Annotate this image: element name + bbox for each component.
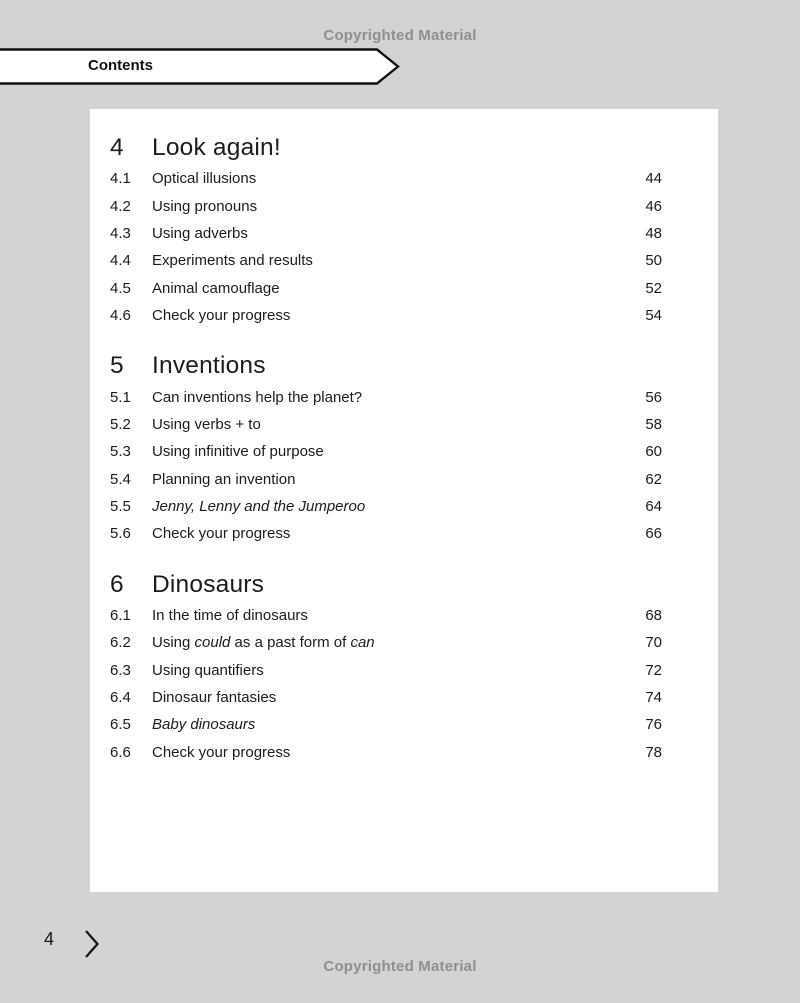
unit-title bbox=[152, 225, 645, 242]
toc-row bbox=[110, 220, 662, 247]
unit-title-segment: Check your progress bbox=[152, 743, 291, 761]
copyright-watermark-bottom: Copyrighted Material bbox=[323, 958, 477, 975]
toc-row bbox=[110, 275, 662, 302]
toc-row bbox=[110, 629, 662, 656]
toc-row bbox=[110, 466, 662, 493]
toc-row bbox=[110, 383, 662, 410]
unit-page-number: 62 bbox=[645, 470, 662, 488]
unit-title-segment: as a past form of bbox=[230, 634, 351, 652]
unit-title-segment: Experiments and results bbox=[152, 252, 313, 270]
unit-title bbox=[152, 525, 645, 542]
contents-tab bbox=[0, 48, 402, 85]
section-number: 6 bbox=[110, 570, 124, 598]
unit-title bbox=[152, 280, 645, 297]
unit-number: 5.3 bbox=[110, 443, 131, 461]
unit-title bbox=[152, 744, 645, 761]
unit-title bbox=[152, 471, 645, 488]
chevron-right-icon bbox=[84, 929, 100, 959]
unit-number: 5.4 bbox=[110, 470, 131, 488]
toc-sections bbox=[110, 131, 662, 766]
unit-number: 4.5 bbox=[110, 279, 131, 297]
unit-title-segment: Jenny, Lenny and the Jumperoo bbox=[152, 498, 366, 516]
unit-number: 6.2 bbox=[110, 634, 131, 652]
section-heading bbox=[110, 131, 662, 165]
unit-number: 4.1 bbox=[110, 170, 131, 188]
toc-row bbox=[110, 247, 662, 274]
unit-title-segment: Optical illusions bbox=[152, 170, 257, 188]
unit-title-segment: Planning an invention bbox=[152, 470, 296, 488]
unit-page-number: 66 bbox=[645, 525, 662, 543]
unit-page-number: 64 bbox=[645, 498, 662, 516]
unit-page-number: 48 bbox=[645, 224, 662, 242]
toc-section bbox=[110, 568, 662, 766]
section-heading bbox=[110, 568, 662, 602]
unit-number: 6.6 bbox=[110, 743, 131, 761]
unit-title-segment: can bbox=[350, 634, 375, 652]
unit-title bbox=[152, 443, 645, 460]
unit-number: 4.2 bbox=[110, 197, 131, 215]
copyright-watermark-top: Copyrighted Material bbox=[323, 27, 477, 44]
unit-title-segment: Using bbox=[152, 634, 195, 652]
unit-title bbox=[152, 716, 645, 733]
unit-number: 6.1 bbox=[110, 606, 131, 624]
unit-number: 6.5 bbox=[110, 716, 131, 734]
unit-page-number: 60 bbox=[645, 443, 662, 461]
unit-title-segment: Using adverbs bbox=[152, 224, 248, 242]
unit-title-segment: Using pronouns bbox=[152, 197, 258, 215]
unit-title bbox=[152, 662, 645, 679]
section-title: Dinosaurs bbox=[152, 570, 265, 598]
unit-title-segment: Animal camouflage bbox=[152, 279, 280, 297]
unit-title bbox=[152, 198, 645, 215]
unit-title bbox=[152, 689, 645, 706]
section-number: 4 bbox=[110, 134, 124, 161]
unit-number: 4.6 bbox=[110, 307, 131, 325]
unit-title-segment: Using infinitive of purpose bbox=[152, 443, 324, 461]
unit-page-number: 72 bbox=[645, 661, 662, 679]
section-heading bbox=[110, 349, 662, 383]
unit-title-segment: Check your progress bbox=[152, 525, 291, 543]
unit-title-segment: Using quantifiers bbox=[152, 661, 264, 679]
toc-section bbox=[110, 131, 662, 329]
unit-title-segment: In the time of dinosaurs bbox=[152, 606, 308, 624]
section-number: 5 bbox=[110, 352, 124, 380]
unit-page-number: 52 bbox=[645, 279, 662, 297]
unit-title bbox=[152, 498, 645, 515]
unit-number: 5.1 bbox=[110, 388, 131, 406]
unit-title-segment: Dinosaur fantasies bbox=[152, 689, 277, 707]
toc-row bbox=[110, 493, 662, 520]
unit-page-number: 74 bbox=[645, 689, 662, 707]
unit-title bbox=[152, 634, 645, 651]
unit-title bbox=[152, 252, 645, 269]
unit-page-number: 44 bbox=[645, 170, 662, 188]
toc-row bbox=[110, 438, 662, 465]
unit-title bbox=[152, 416, 645, 433]
unit-page-number: 54 bbox=[645, 307, 662, 325]
toc-row bbox=[110, 602, 662, 629]
toc-row bbox=[110, 711, 662, 738]
unit-page-number: 56 bbox=[645, 388, 662, 406]
unit-number: 6.4 bbox=[110, 689, 131, 707]
unit-title-segment: Using verbs + to bbox=[152, 415, 261, 433]
toc-row bbox=[110, 411, 662, 438]
page-number: 4 bbox=[44, 929, 55, 949]
toc-row bbox=[110, 165, 662, 192]
toc-row bbox=[110, 684, 662, 711]
unit-title-segment: Check your progress bbox=[152, 307, 291, 325]
unit-title bbox=[152, 170, 645, 187]
toc-row bbox=[110, 520, 662, 547]
unit-title bbox=[152, 389, 645, 406]
unit-page-number: 78 bbox=[645, 743, 662, 761]
unit-number: 6.3 bbox=[110, 661, 131, 679]
unit-number: 5.5 bbox=[110, 498, 131, 516]
unit-title-segment: Can inventions help the planet? bbox=[152, 388, 363, 406]
section-title: Inventions bbox=[152, 352, 266, 380]
unit-title bbox=[152, 607, 645, 624]
contents-tab-banner-shape bbox=[0, 48, 402, 85]
unit-page-number: 46 bbox=[645, 197, 662, 215]
unit-page-number: 58 bbox=[645, 415, 662, 433]
unit-title-segment: Baby dinosaurs bbox=[152, 716, 256, 734]
toc-row bbox=[110, 302, 662, 329]
unit-number: 5.2 bbox=[110, 415, 131, 433]
unit-number: 5.6 bbox=[110, 525, 131, 543]
unit-page-number: 68 bbox=[645, 606, 662, 624]
unit-number: 4.3 bbox=[110, 224, 131, 242]
unit-title-segment: could bbox=[194, 634, 231, 652]
toc-row bbox=[110, 739, 662, 766]
section-title: Look again! bbox=[152, 134, 281, 161]
unit-number: 4.4 bbox=[110, 252, 131, 270]
toc-row bbox=[110, 656, 662, 683]
unit-title bbox=[152, 307, 645, 324]
unit-page-number: 70 bbox=[645, 634, 662, 652]
unit-page-number: 76 bbox=[645, 716, 662, 734]
toc-panel bbox=[90, 109, 718, 892]
contents-tab-label: Contents bbox=[88, 57, 153, 74]
unit-page-number: 50 bbox=[645, 252, 662, 270]
toc-section bbox=[110, 349, 662, 547]
toc-row bbox=[110, 192, 662, 219]
